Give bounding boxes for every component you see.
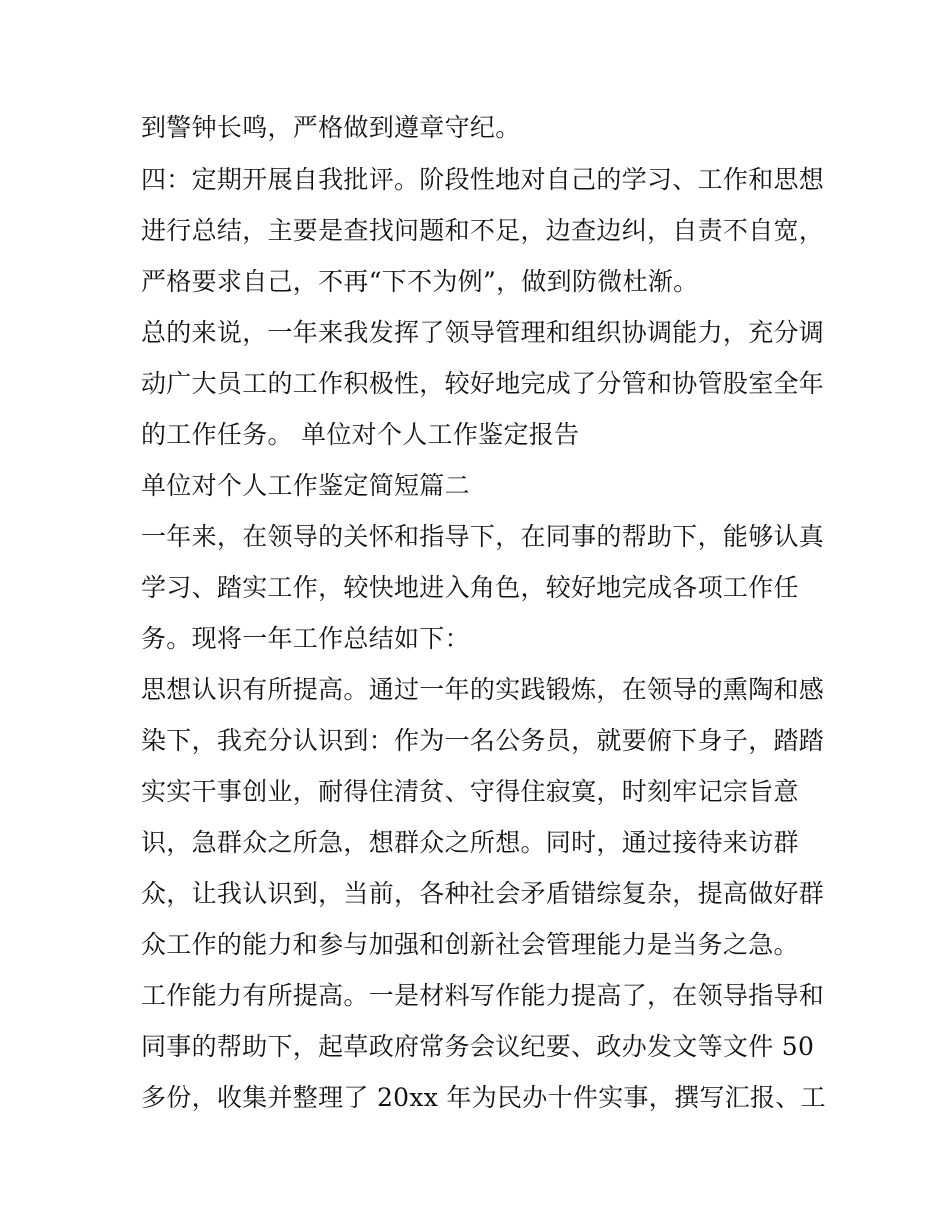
text-line: 严格要求自己，不再“下不为例”，做到防微杜渐。 [141,267,699,296]
section-heading: 单位对个人工作鉴定简短篇二 [141,471,470,500]
text-line: 同事的帮助下，起草政府常务会议纪要、政办发文等文件 50 [141,1032,815,1061]
text-line: 四：定期开展自我批评。阶段性地对自己的学习、工作和思想 [141,165,825,194]
text-line: 学习、踏实工作，较快地进入角色，较好地完成各项工作任 [141,573,799,602]
text-line: 染下，我充分认识到：作为一名公务员，就要俯下身子，踏踏 [141,726,825,755]
text-line: 动广大员工的工作积极性，较好地完成了分管和协管股室全年 [141,369,825,398]
text-line: 的工作任务。 单位对个人工作鉴定报告 [141,420,580,449]
text-line: 到警钟长鸣，严格做到遵章守纪。 [141,113,521,142]
text-line: 实实干事创业，耐得住清贫、守得住寂寞，时刻牢记宗旨意 [141,777,799,806]
text-line: 识，急群众之所急，想群众之所想。同时，通过接待来访群 [141,828,799,857]
text-line: 多份，收集并整理了 20xx 年为民办十件实事，撰写汇报、工 [141,1083,826,1112]
text-line: 一年来，在领导的关怀和指导下，在同事的帮助下，能够认真 [141,522,825,551]
text-line: 工作能力有所提高。一是材料写作能力提高了，在领导指导和 [141,981,825,1010]
text-line: 思想认识有所提高。通过一年的实践锻炼，在领导的熏陶和感 [141,675,825,704]
text-line: 众工作的能力和参与加强和创新社会管理能力是当务之急。 [141,930,799,959]
text-line: 务。现将一年工作总结如下： [141,624,470,653]
text-line: 进行总结，主要是查找问题和不足，边查边纠，自责不自宽， [141,216,825,245]
text-line: 众，让我认识到，当前，各种社会矛盾错综复杂，提高做好群 [141,879,825,908]
text-line: 总的来说，一年来我发挥了领导管理和组织协调能力，充分调 [141,318,825,347]
